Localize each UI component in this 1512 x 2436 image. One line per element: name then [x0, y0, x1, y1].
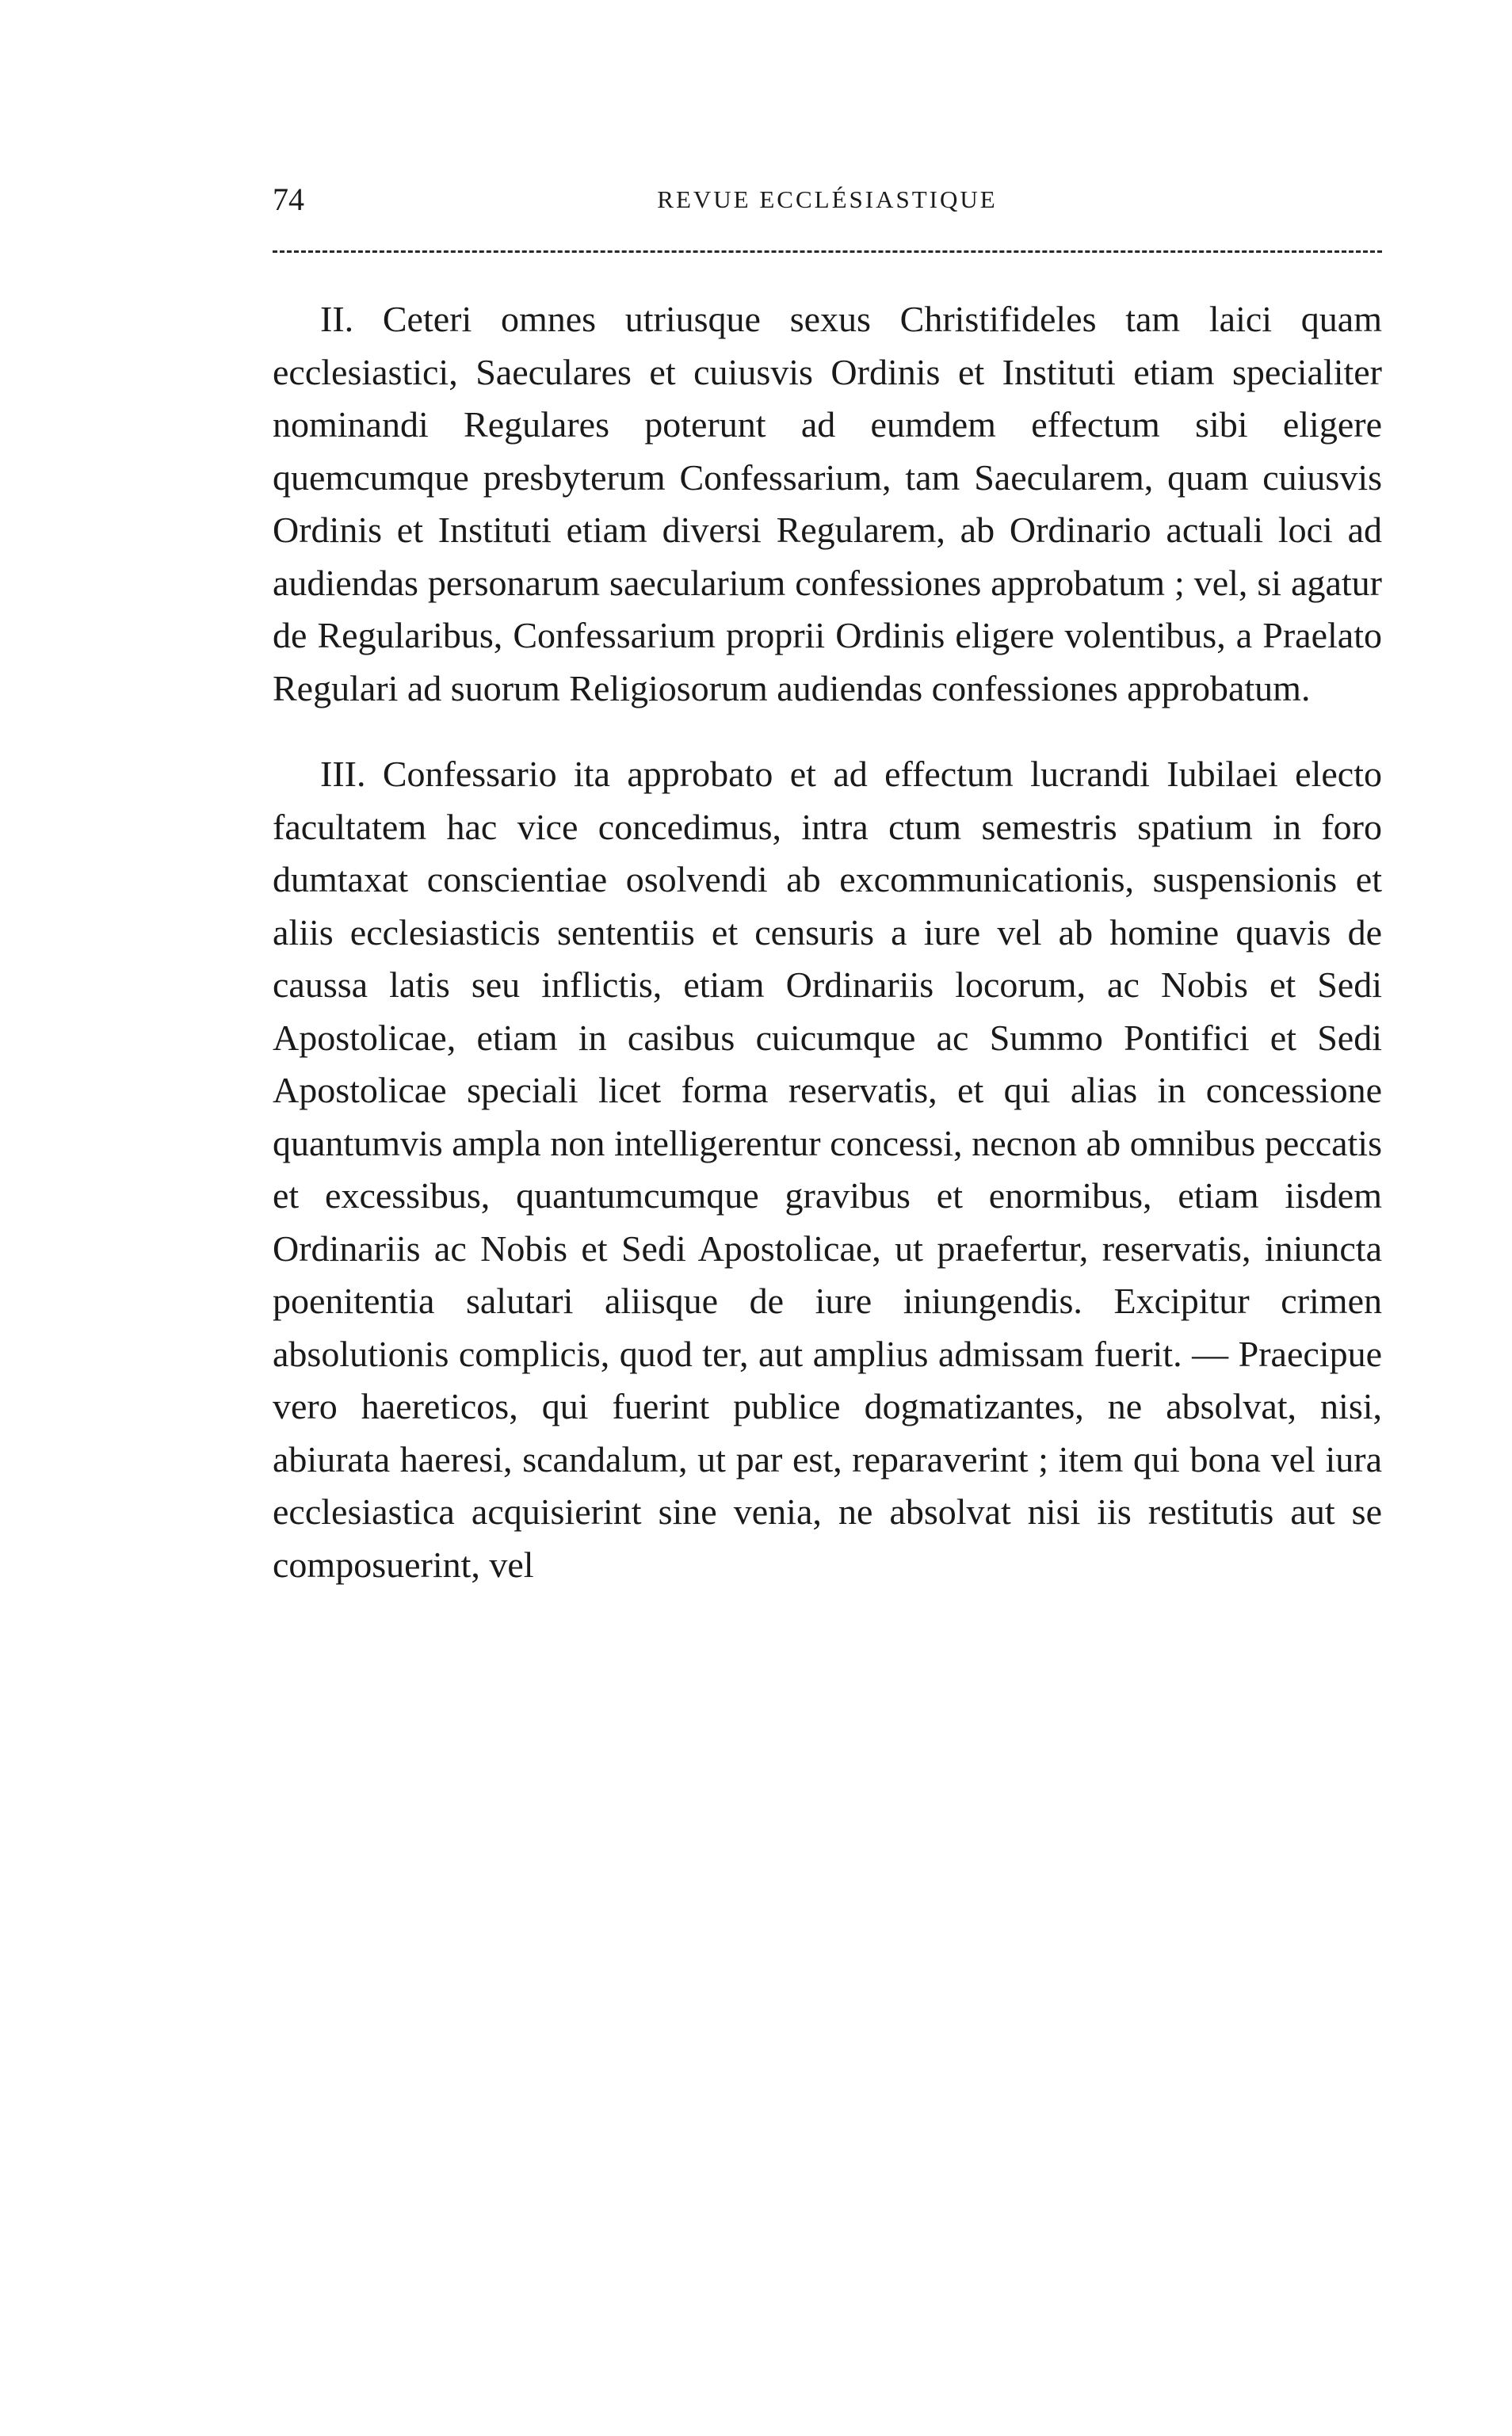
paragraph-ii: II. Ceteri omnes utriusque sexus Christifideles tam laici quam ecclesiastici, Saeculares et cuiusvis Ordinis et Instituti etiam specialiter nominandi Regulares poterunt ad eumdem effectum sibi eligere quemcumque presbyterum Confessarium, tam Saecularem, quam cuiusvis Ordinis et Instituti etiam diversi Regularem, ab Ordinario actuali loci ad audiendas personarum saecularium confessiones approbatum ; vel, si agatur de Regularibus, Confessarium proprii Ordinis eligere volentibus, a Praelato Regulari ad suorum Religiosorum audiendas confessiones approbatum. [273, 299, 1382, 708]
page-header [273, 176, 1382, 223]
running-title: REVUE ECCLÉSIASTIQUE [657, 185, 998, 213]
page-number: 74 [273, 181, 304, 217]
paragraph-iii: III. Confessario ita approbato et ad effectum lucrandi Iubilaei electo facultatem hac vice concedimus, intra ctum semestris spatium in foro dumtaxat conscientiae osolvendi ab excommunicationis, suspensionis et aliis ecclesiasticis sententiis et censuris a iure vel ab homine quavis de caussa latis seu inflictis, etiam Ordinariis locorum, ac Nobis et Sedi Apostolicae, etiam in casibus cuicumque ac Summo Pontifici et Sedi Apostolicae speciali licet forma reservatis, et qui alias in concessione quantumvis ampla non intelligerentur concessi, necnon ab omnibus peccatis et excessibus, quantumcumque gravibus et enormibus, etiam iisdem Ordinariis ac Nobis et Sedi Apostolicae, ut praefertur, reservatis, iniuncta poenitentia salutari aliisque de iure iniungendis. Excipitur crimen absolutionis complicis, quod ter, aut amplius admissam fuerit. — Praecipue vero haereticos, qui fuerint publice dogmatizantes, ne absolvat, nisi, abiurata haeresi, scandalum, ut par est, reparaverint ; item qui bona vel iura ecclesiastica acquisierint sine venia, ne absolvat nisi iis restitutis aut se composuerint, vel [273, 754, 1382, 1585]
header-rule [273, 250, 1382, 253]
body-text [273, 293, 1382, 1591]
